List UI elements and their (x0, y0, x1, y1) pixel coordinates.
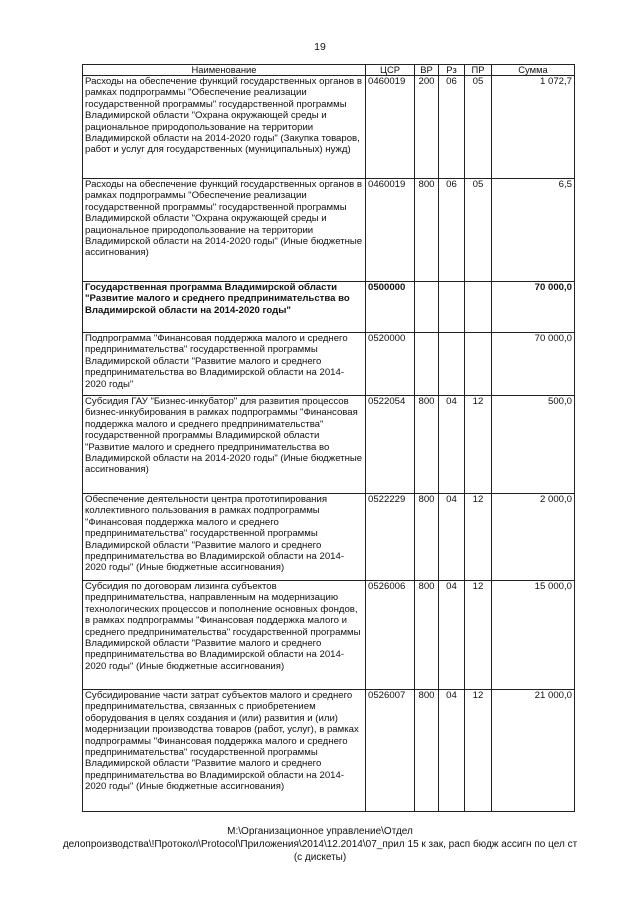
row-sum: 6,5 (492, 179, 575, 282)
file-path-footer (0, 825, 640, 864)
row-csr: 0526007 (366, 690, 415, 812)
budget-table (82, 64, 575, 812)
row-rz: 04 (439, 396, 465, 494)
header-name: Наименование (83, 65, 366, 76)
row-rz: 04 (439, 690, 465, 812)
row-csr: 0460019 (366, 76, 415, 179)
row-vr: 800 (415, 494, 439, 581)
row-csr: 0500000 (366, 282, 415, 333)
row-rz (439, 282, 465, 333)
row-pr: 05 (465, 179, 492, 282)
header-pr: ПР (465, 65, 492, 76)
row-pr (465, 282, 492, 333)
page-number: 19 (314, 41, 326, 53)
row-vr: 800 (415, 396, 439, 494)
row-sum: 15 000,0 (492, 581, 575, 690)
row-pr: 05 (465, 76, 492, 179)
row-csr: 0522054 (366, 396, 415, 494)
row-pr: 12 (465, 396, 492, 494)
row-name: Субсидия по договорам лизинга субъектов предпринимательства, направленным на модернизацию технологических процессов и пополнение основных фондов, в рамках подпрограммы "Финансовая поддержка малого и среднего предпринимательства" государственной программы Владимирской области "Развитие малого и среднего предпринимательства во Владимирской области на 2014-2020 годы" (Иные бюджетные ассигнования) (83, 581, 366, 690)
table-row (83, 76, 575, 179)
row-csr: 0460019 (366, 179, 415, 282)
table-row (83, 690, 575, 812)
row-csr: 0520000 (366, 333, 415, 396)
row-sum: 2 000,0 (492, 494, 575, 581)
row-vr (415, 333, 439, 396)
row-name: Расходы на обеспечение функций государственных органов в рамках подпрограммы "Обеспечение реализации государственной программы" государственной программы Владимирской области "Охрана окружающей среды и рациональное природопользование на территории Владимирской области на 2014-2020 годы" (Закупка товаров, работ и услуг для государственных (муниципальных) нужд) (83, 76, 366, 179)
row-name: Расходы на обеспечение функций государственных органов в рамках подпрограммы "Обеспечение реализации государственной программы" государственной программы Владимирской области "Охрана окружающей среды и рациональное природопользование на территории Владимирской области на 2014-2020 годы" (Иные бюджетные ассигнования) (83, 179, 366, 282)
row-vr (415, 282, 439, 333)
row-sum: 1 072,7 (492, 76, 575, 179)
row-name: Обеспечение деятельности центра прототипирования коллективного пользования в рамках подпрограммы "Финансовая поддержка малого и среднего предпринимательства" государственной программы Владимирской области "Развитие малого и среднего предпринимательства во Владимирской области на 2014-2020 годы" (Иные бюджетные ассигнования) (83, 494, 366, 581)
row-vr: 800 (415, 690, 439, 812)
header-sum: Сумма (492, 65, 575, 76)
table-row (83, 282, 575, 333)
row-rz: 06 (439, 179, 465, 282)
header-rz: Рз (439, 65, 465, 76)
footer-line: делопроизводства\!Протокол\Protocol\Приложения\2014\12.2014\07_прил 15 к зак, расп бюдж ассигн по цел ст (62, 839, 578, 850)
row-pr: 12 (465, 494, 492, 581)
row-sum: 500,0 (492, 396, 575, 494)
table-row (83, 396, 575, 494)
footer-line: (с дискеты) (293, 852, 347, 863)
table-row (83, 179, 575, 282)
row-name: Подпрограмма "Финансовая поддержка малого и среднего предпринимательства" государственной программы Владимирской области "Развитие малого и среднего предпринимательства во Владимирской области на 2014-2020 годы" (83, 333, 366, 396)
row-name: Субсидия ГАУ "Бизнес-инкубатор" для развития процессов бизнес-инкубирования в рамках подпрограммы "Финансовая поддержка малого и среднего предпринимательства" государственной программы Владимирской области "Развитие малого и среднего предпринимательства во Владимирской области на 2014-2020 годы" (Иные бюджетные ассигнования) (83, 396, 366, 494)
table-row (83, 333, 575, 396)
header-csr: ЦСР (366, 65, 415, 76)
row-sum: 70 000,0 (492, 333, 575, 396)
table-row (83, 581, 575, 690)
row-vr: 800 (415, 581, 439, 690)
footer-line: М:\Организационное управление\Отдел (227, 826, 413, 837)
row-vr: 800 (415, 179, 439, 282)
row-rz: 06 (439, 76, 465, 179)
table-header-row (83, 65, 575, 76)
table-row (83, 494, 575, 581)
row-pr: 12 (465, 690, 492, 812)
header-vr: ВР (415, 65, 439, 76)
row-pr (465, 333, 492, 396)
row-csr: 0522229 (366, 494, 415, 581)
row-rz (439, 333, 465, 396)
row-name: Государственная программа Владимирской области "Развитие малого и среднего предпринимательства во Владимирской области на 2014-2020 годы" (83, 282, 366, 333)
row-csr: 0526006 (366, 581, 415, 690)
row-rz: 04 (439, 494, 465, 581)
row-vr: 200 (415, 76, 439, 179)
row-name: Субсидирование части затрат субъектов малого и среднего предпринимательства, связанных с приобретением оборудования в целях создания и (или) развития и (или) модернизации производства товаров (работ, услуг), в рамках подпрограммы "Финансовая поддержка малого и среднего предпринимательства" государственной программы Владимирской области "Развитие малого и среднего предпринимательства во Владимирской области на 2014-2020 годы" (Иные бюджетные ассигнования) (83, 690, 366, 812)
row-pr: 12 (465, 581, 492, 690)
row-sum: 70 000,0 (492, 282, 575, 333)
row-sum: 21 000,0 (492, 690, 575, 812)
row-rz: 04 (439, 581, 465, 690)
